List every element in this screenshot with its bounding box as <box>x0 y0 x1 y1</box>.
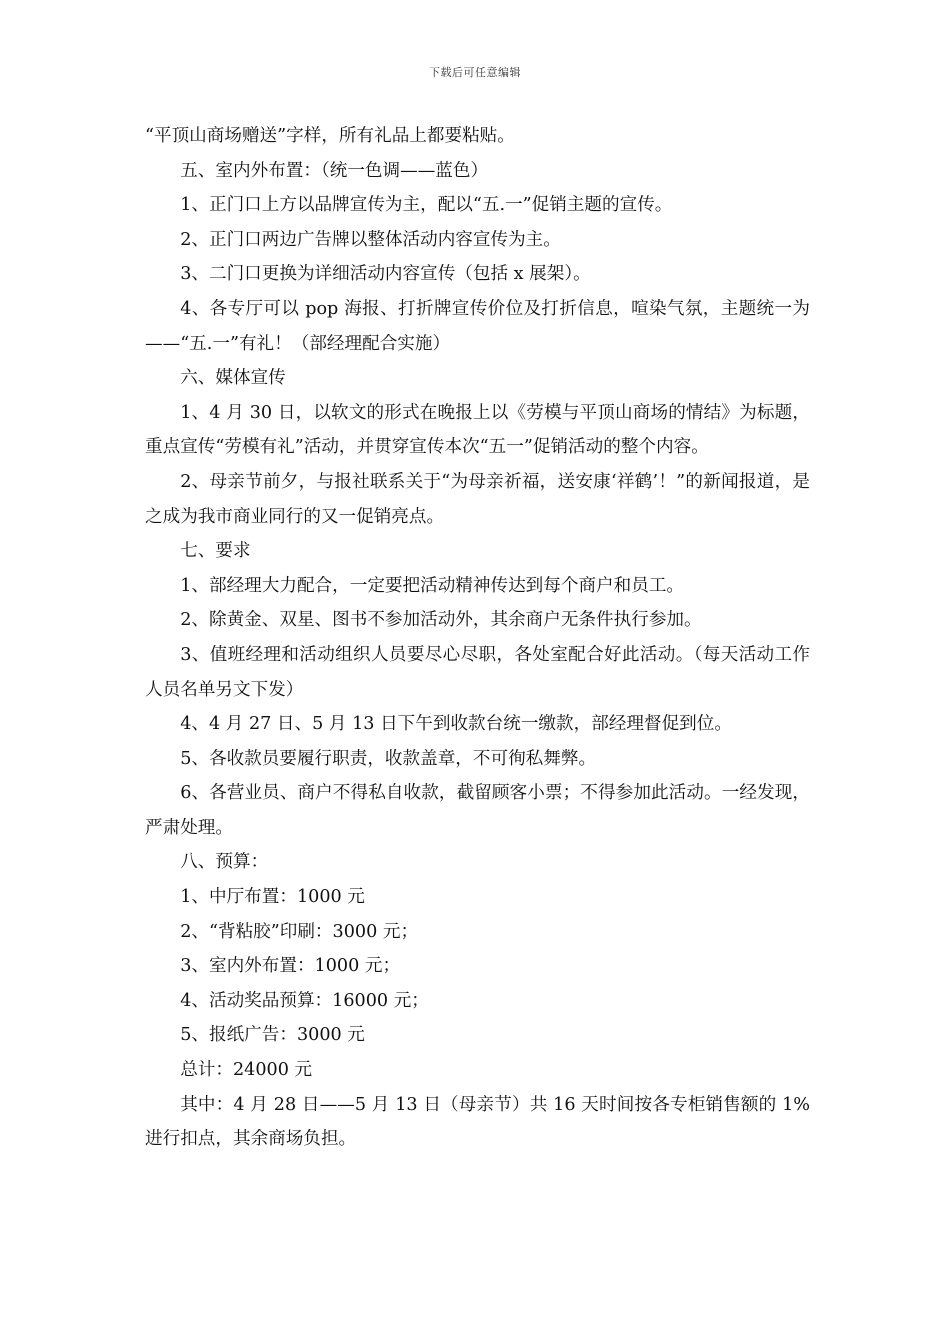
document-body <box>145 119 810 1157</box>
section-heading-media: 六、媒体宣传 <box>180 368 286 389</box>
paragraph-requirement-1: 1、部经理大力配合，一定要把活动精神传达到每个商户和员工。 <box>180 575 685 596</box>
paragraph-layout-item-3: 3、二门口更换为详细活动内容宣传（包括 x 展架）。 <box>180 264 591 285</box>
paragraph-budget-item-5: 5、报纸广告：3000 元 <box>180 1025 365 1046</box>
section-heading-requirements: 七、要求 <box>180 541 251 562</box>
paragraph-requirement-2: 2、除黄金、双星、图书不参加活动外，其余商户无条件执行参加。 <box>180 610 702 631</box>
paragraph-gift-label: “平顶山商场赠送”字样，所有礼品上都要粘贴。 <box>145 126 515 146</box>
paragraph-budget-item-3: 3、室内外布置：1000 元； <box>180 956 401 977</box>
paragraph-requirement-3: 3、值班经理和活动组织人员要尽心尽职，各处室配合好此活动。（每天活动工作人员名单另文下发） <box>145 644 810 700</box>
section-heading-budget: 八、预算： <box>180 852 269 873</box>
paragraph-requirement-5: 5、各收款员要履行职责，收款盖章，不可徇私舞弊。 <box>180 748 597 769</box>
paragraph-budget-total: 总计：24000 元 <box>180 1060 313 1081</box>
paragraph-layout-item-2: 2、正门口两边广告牌以整体活动内容宣传为主。 <box>180 229 561 250</box>
paragraph-budget-item-2: 2、“背粘胶”印刷：3000 元； <box>180 921 419 942</box>
paragraph-media-item-1: 1、4 月 30 日，以软文的形式在晚报上以《劳模与平顶山商场的情结》为标题，重点宣传“劳模有礼”活动，并贯穿宣传本次“五一”促销活动的整个内容。 <box>145 402 810 458</box>
paragraph-layout-item-1: 1、正门口上方以品牌宣传为主，配以“五.一”促销主题的宣传。 <box>180 195 673 216</box>
paragraph-layout-item-4: 4、各专厅可以 pop 海报、打折牌宣传价位及打折信息，喧染气氛，主题统一为——“五.一”有礼！（部经理配合实施） <box>145 298 810 354</box>
section-heading-layout: 五、室内外布置：（统一色调——蓝色） <box>180 160 489 181</box>
paragraph-budget-item-1: 1、中厅布置：1000 元 <box>180 887 365 908</box>
paragraph-requirement-6: 6、各营业员、商户不得私自收款，截留顾客小票；不得参加此活动。一经发现，严肃处理。 <box>145 783 810 838</box>
paragraph-budget-item-4: 4、活动奖品预算：16000 元； <box>180 990 429 1011</box>
paragraph-budget-note: 其中：4 月 28 日——5 月 13 日（母亲节）共 16 天时间按各专柜销售额的 1%进行扣点，其余商场负担。 <box>145 1094 810 1150</box>
paragraph-requirement-4: 4、4 月 27 日、5 月 13 日下午到收款台统一缴款，部经理督促到位。 <box>180 714 732 735</box>
paragraph-media-item-2: 2、母亲节前夕，与报社联系关于“为母亲祈福，送安康‘祥鹤’！”的新闻报道，是之成为我市商业同行的又一促销亮点。 <box>145 471 810 527</box>
page-header: 下载后可任意编辑 <box>429 66 521 79</box>
